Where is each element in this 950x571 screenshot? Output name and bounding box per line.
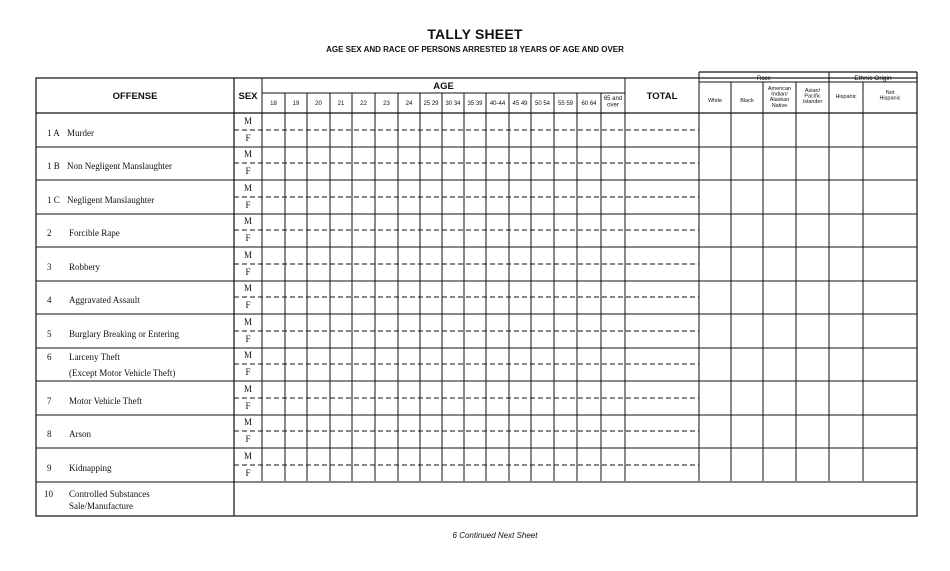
age-label: 40-44 (489, 101, 506, 107)
sex-label-m: M (243, 283, 253, 293)
sex-label-f: F (245, 367, 251, 377)
age-label: 45 49 (512, 101, 528, 107)
offense-name: Aggravated Assault (69, 295, 140, 305)
offense-name: Non Negligent Manslaughter (67, 161, 172, 171)
race-label: White (707, 98, 723, 104)
ethnic-header: Ethnic Origin (854, 75, 892, 82)
offense-name: Motor Vehicle Theft (69, 396, 143, 406)
sex-label-m: M (243, 350, 253, 360)
age-label: 24 (405, 101, 413, 107)
offense-name: Robbery (69, 262, 100, 272)
sex-label-m: M (243, 149, 253, 159)
race-label: Asian/ (804, 88, 821, 94)
offense-number: 1 C (47, 195, 60, 205)
race-label: Black (740, 98, 754, 104)
offense-name-line2: Sale/Manufacture (69, 501, 133, 511)
sex-label-m: M (243, 317, 253, 327)
offense-number: 8 (47, 429, 52, 439)
age-label: 23 (383, 101, 390, 107)
offense-name: Murder (67, 128, 94, 138)
offense-number: 5 (47, 329, 52, 339)
age-label: 65 and (603, 96, 623, 102)
sex-label-m: M (243, 216, 253, 226)
age-label: 30 34 (445, 101, 461, 107)
offense-number: 6 (47, 352, 52, 362)
sex-label-f: F (245, 300, 251, 310)
race-label: Alaskan (769, 97, 790, 104)
age-label: 22 (360, 101, 367, 107)
sex-label-m: M (243, 250, 253, 260)
offense-number: 1 B (47, 161, 60, 171)
offense-number: 7 (47, 396, 52, 406)
footer-note: 6 Continued Next Sheet (452, 531, 538, 540)
sex-label-f: F (245, 334, 251, 344)
offense-name: Larceny Theft (69, 352, 121, 362)
sex-label-f: F (245, 166, 251, 176)
sex-label-m: M (243, 451, 253, 461)
offense-number: 4 (47, 295, 52, 305)
sex-label-m: M (243, 116, 253, 126)
race-label: American (767, 86, 792, 92)
offense-number: 3 (47, 262, 52, 272)
offense-number: 1 A (47, 128, 60, 138)
offense-name-line2: (Except Motor Vehicle Theft) (69, 368, 176, 378)
offense-name: Kidnapping (69, 463, 112, 473)
age-label: 35 39 (467, 101, 483, 107)
sex-label-f: F (245, 233, 251, 243)
age-label: 18 (270, 101, 277, 107)
sex-label-m: M (243, 417, 253, 427)
page-title: TALLY SHEET (427, 26, 523, 42)
age-label: 60 64 (581, 101, 597, 107)
sex-label-f: F (245, 401, 251, 411)
offense-name: Negligent Manslaughter (67, 195, 155, 205)
race-header: Race (756, 76, 772, 82)
race-label: Islander (802, 99, 823, 106)
sex-label-f: F (245, 434, 251, 444)
page-subtitle: AGE SEX AND RACE OF PERSONS ARRESTED 18 YEARS OF AGE AND OVER (326, 45, 624, 54)
sex-label-m: M (243, 183, 253, 193)
age-label: 20 (315, 101, 322, 107)
race-label: Native (771, 102, 788, 109)
offense-name: Burglary Breaking or Entering (69, 329, 180, 339)
age-label: 55 59 (557, 101, 574, 107)
sex-header: SEX (238, 91, 258, 102)
age-header: AGE (433, 81, 454, 92)
offense-header: OFFENSE (112, 91, 158, 102)
race-label: Pacific (804, 93, 821, 100)
age-label: 50 54 (534, 101, 551, 107)
offense-number: 2 (47, 228, 52, 238)
age-label: 21 (337, 101, 345, 107)
offense-name: Forcible Rape (69, 228, 120, 238)
sex-label-f: F (245, 468, 251, 478)
sex-label-m: M (243, 384, 253, 394)
offense-number: 10 (44, 489, 53, 499)
age-label: 25 29 (423, 101, 439, 107)
sex-label-f: F (245, 267, 251, 277)
total-header: TOTAL (646, 91, 678, 102)
offense-number: 9 (47, 463, 52, 473)
ethnic-label: Not (885, 90, 895, 96)
race-label: Indian/ (771, 91, 788, 98)
age-label: over (607, 102, 619, 109)
ethnic-label: Hispanic (879, 95, 901, 102)
offense-name: Arson (69, 429, 91, 439)
age-label: 19 (292, 101, 300, 107)
ethnic-label: Hispanic (835, 94, 857, 100)
sex-label-f: F (245, 200, 251, 210)
offense-name: Controlled Substances (69, 489, 150, 499)
sex-label-f: F (245, 133, 251, 143)
